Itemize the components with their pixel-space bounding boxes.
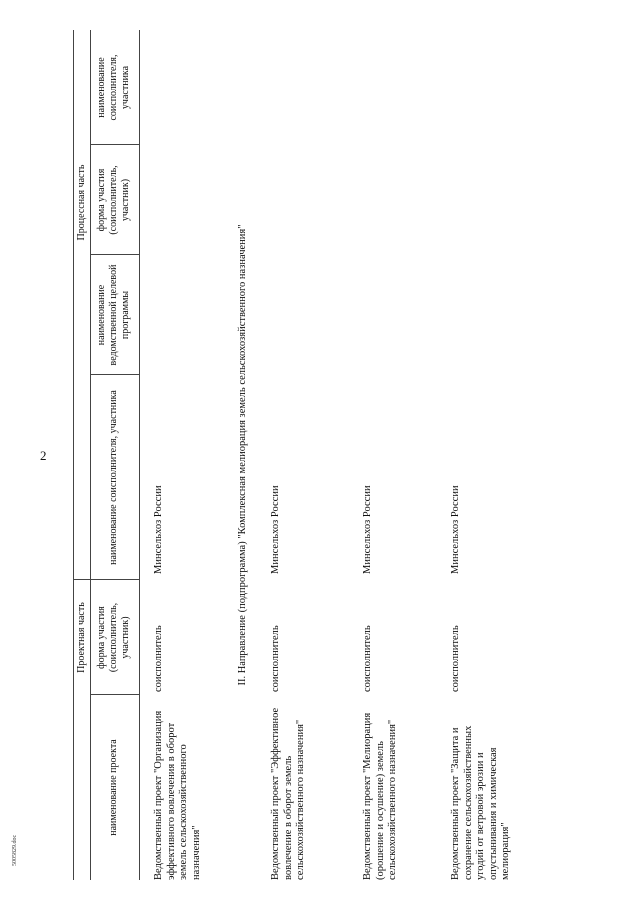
header-bottom-border	[139, 30, 140, 880]
footer-filename: 5005829.doc	[12, 834, 18, 866]
row-executor-name: Минсельхоз России	[450, 485, 461, 574]
row-participation-form: соисполнитель	[362, 625, 373, 692]
row-executor-name: Минсельхоз России	[362, 485, 373, 574]
section-heading-row	[236, 30, 256, 880]
col-header-executor-name: наименование соисполнителя, участника	[108, 390, 119, 565]
row-project-name: Ведомственный проект "Организация эффективного вовлечения в оборот земель сельскохозяйственного назначения"	[153, 710, 202, 880]
table-row	[260, 30, 345, 880]
group-header-project: Проектная часть	[76, 602, 87, 673]
col-header-participation-form: форма участия (соисполнитель, участник)	[96, 602, 131, 673]
row-executor-name: Минсельхоз России	[270, 485, 281, 574]
group-header-row	[73, 30, 90, 880]
table-row	[352, 30, 437, 880]
row-participation-form: соисполнитель	[450, 625, 461, 692]
col-header-process-form: форма участия (соисполнитель, участник)	[96, 165, 131, 235]
row-executor-name: Минсельхоз России	[153, 485, 164, 574]
row-project-name: Ведомственный проект "Эффективное вовлечение в оборот земель сельскохозяйственного назначения"	[270, 707, 306, 880]
col-header-project-name: наименование проекта	[108, 739, 119, 836]
col-header-process-executor: наименование соисполнителя, участника	[96, 54, 131, 121]
table-row	[440, 30, 535, 880]
rotated-table	[73, 30, 141, 880]
row-participation-form: соисполнитель	[153, 625, 164, 692]
col-header-program-name: наименование ведомственной целевой программы	[96, 264, 131, 366]
page-number: 2	[40, 448, 47, 463]
table-row	[143, 30, 233, 880]
row-project-name: Ведомственный проект "Мелиорация (орошение и осушение) земель сельскохозяйственного назначения"	[362, 712, 398, 880]
section-title: II. Направление (подпрограмма) "Комплексная мелиорация земель сельскохозяйственного назначения"	[237, 224, 248, 686]
column-header-row	[90, 30, 138, 880]
group-header-process: Процессная часть	[76, 164, 87, 241]
row-participation-form: соисполнитель	[270, 625, 281, 692]
row-project-name: Ведомственный проект "Защита и сохранение сельскохозяйственных угодий от ветровой эрозии и опустынивания и химическая мелиорация"	[450, 725, 511, 880]
